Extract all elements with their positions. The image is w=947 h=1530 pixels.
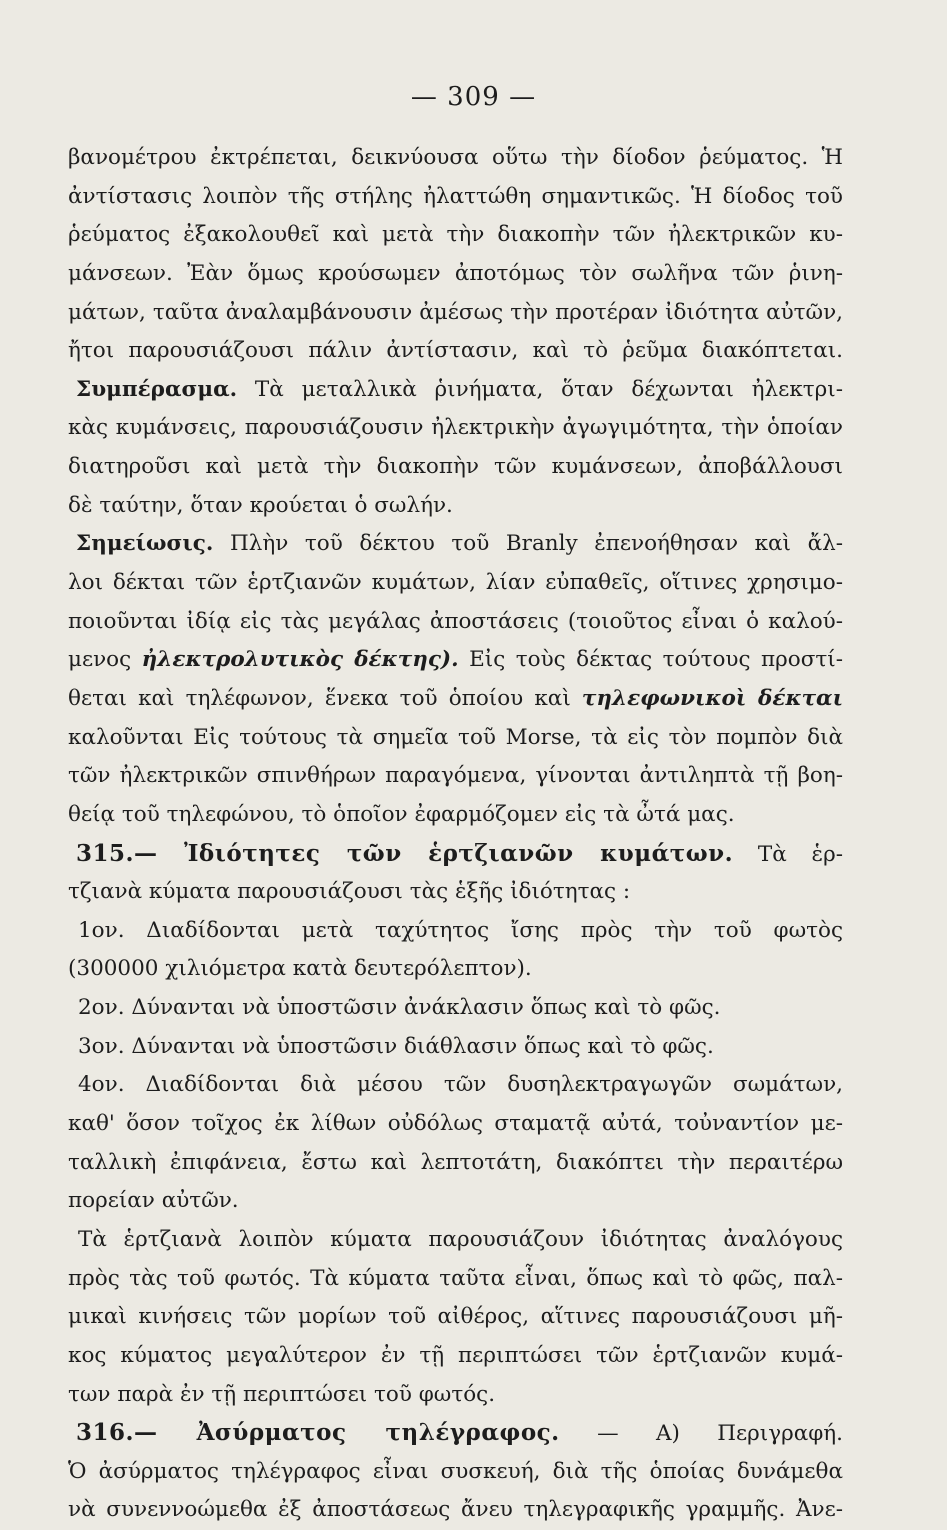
text-line (68, 371, 843, 410)
text-line (68, 680, 843, 719)
text-line (68, 294, 843, 333)
text-run: μικαὶ κινήσεις τῶν μορίων τοῦ αἰθέρος, αἵτινες παρουσιάζουσι μῆ- (68, 1304, 843, 1330)
text-run: Πλὴν τοῦ δέκτου τοῦ Branly ἐπενοήθησαν καὶ ἄλ- (213, 531, 843, 557)
text-line (68, 1376, 843, 1415)
text-run: των παρὰ ἐν τῇ περιπτώσει τοῦ φωτός. (68, 1381, 496, 1407)
text-line (68, 1414, 843, 1453)
text-line (68, 1491, 843, 1530)
text-run: 3ον. Δύνανται νὰ ὑποστῶσιν διάθλασιν ὅπως καὶ τὸ φῶς. (78, 1033, 714, 1059)
text-line (68, 1144, 843, 1183)
text-line (68, 332, 843, 371)
text-run: Τὰ μεταλλικὰ ῥινήματα, ὅταν δέχωνται ἠλεκτρι- (237, 376, 843, 402)
text-line (68, 487, 843, 526)
section-heading: 316.— Ἀσύρματος τηλέγραφος. (76, 1419, 560, 1447)
text-line (68, 1066, 843, 1105)
text-run: Τὰ ἑρτζιανὰ λοιπὸν κύματα παρουσιάζουν ἰδιότητας ἀναλόγους (78, 1226, 843, 1252)
paragraph-heading: Συμπέρασμα. (76, 376, 238, 402)
text-line (68, 216, 843, 255)
text-run: 4ον. Διαδίδονται διὰ μέσου τῶν δυσηλεκτραγωγῶν σωμάτων, (78, 1072, 843, 1098)
text-run: Τὰ ἑρ- (733, 841, 843, 867)
text-run: τζιανὰ κύματα παρουσιάζουσι τὰς ἑξῆς ἰδιότητας : (68, 879, 631, 905)
text-run: (300000 χιλιόμετρα κατὰ δευτερόλεπτον). (68, 956, 532, 982)
text-line (68, 1337, 843, 1376)
text-line (68, 912, 843, 951)
emphasis-text: ἠλεκτρολυτικὸς δέκτης). (141, 647, 459, 673)
section-heading: 315.— Ἰδιότητες τῶν ἑρτζιανῶν κυμάτων. (76, 839, 734, 867)
text-line (68, 409, 843, 448)
text-run: λοι δέκται τῶν ἑρτζιανῶν κυμάτων, λίαν εὐπαθεῖς, οἵτινες χρησιμο- (68, 570, 843, 596)
text-run: πορείαν αὐτῶν. (68, 1188, 239, 1214)
text-line (68, 719, 843, 758)
text-line (68, 525, 843, 564)
text-line (68, 1028, 843, 1067)
text-line (68, 757, 843, 796)
paragraph-heading: Σημείωσις. (76, 531, 214, 557)
text-run: θεται καὶ τηλέφωνον, ἕνεκα τοῦ ὁποίου καὶ (68, 685, 582, 711)
text-line (68, 1453, 843, 1492)
text-line (68, 1260, 843, 1299)
text-run: καλοῦνται Εἰς τούτους τὰ σημεῖα τοῦ Morse, τὰ εἰς τὸν πομπὸν διὰ (68, 724, 843, 750)
text-run: 1ον. Διαδίδονται μετὰ ταχύτητος ἴσης πρὸς τὴν τοῦ φωτὸς (78, 917, 843, 943)
text-line (68, 835, 843, 874)
text-run: δὲ ταύτην, ὅταν κρούεται ὁ σωλήν. (68, 492, 453, 518)
text-line (68, 1182, 843, 1221)
text-run: θείᾳ τοῦ τηλεφώνου, τὸ ὁποῖον ἐφαρμόζομεν εἰς τὰ ὦτά μας. (68, 801, 735, 827)
text-line (68, 564, 843, 603)
text-line (68, 1298, 843, 1337)
text-run: διατηροῦσι καὶ μετὰ τὴν διακοπὴν τῶν κυμάνσεων, ἀποβάλλουσι (68, 454, 843, 480)
text-line (68, 989, 843, 1028)
text-run: μάνσεων. Ἐὰν ὅμως κρούσωμεν ἀποτόμως τὸν σωλῆνα τῶν ῥινη- (68, 260, 843, 286)
text-run: καθ' ὅσον τοῖχος ἐκ λίθων οὐδόλως σταματᾷ αὐτά, τοὐναντίον με- (68, 1111, 843, 1137)
page-number: — 309 — (410, 82, 537, 112)
text-run: μενος (68, 647, 142, 673)
text-line (68, 1105, 843, 1144)
text-run: κος κύματος μεγαλύτερον ἐν τῇ περιπτώσει τῶν ἑρτζιανῶν κυμά- (68, 1342, 843, 1368)
emphasis-text: τηλεφωνικοὶ δέκται (581, 685, 843, 711)
text-line (68, 139, 843, 178)
text-run: 2ον. Δύνανται νὰ ὑποστῶσιν ἀνάκλασιν ὅπως καὶ τὸ φῶς. (78, 995, 721, 1021)
text-run: μάτων, ταῦτα ἀναλαμβάνουσιν ἀμέσως τὴν προτέραν ἰδιότητα αὐτῶν, (68, 299, 843, 325)
text-run: πρὸς τὰς τοῦ φωτός. Τὰ κύματα ταῦτα εἶναι, ὅπως καὶ τὸ φῶς, παλ- (68, 1265, 843, 1291)
text-run: ῥεύματος ἐξακολουθεῖ καὶ μετὰ τὴν διακοπὴν τῶν ἠλεκτρικῶν κυ- (68, 222, 843, 248)
text-line (68, 448, 843, 487)
text-run: — Α) Περιγραφή. (559, 1421, 843, 1447)
text-run: τῶν ἠλεκτρικῶν σπινθήρων παραγόμενα, γίνονται ἀντιληπτὰ τῇ βοη- (68, 763, 843, 789)
text-run: νὰ συνεννοώμεθα ἐξ ἀποστάσεως ἄνευ τηλεγραφικῆς γραμμῆς. Ἀνε- (68, 1497, 843, 1523)
text-run: ποιοῦνται ἰδίᾳ εἰς τὰς μεγάλας ἀποστάσεις (τοιοῦτος εἶναι ὁ καλού- (68, 608, 843, 634)
text-run: ἀντίστασις λοιπὸν τῆς στήλης ἠλαττώθη σημαντικῶς. Ἡ δίοδος τοῦ (68, 183, 843, 209)
text-line (68, 641, 843, 680)
text-run: Εἰς τοὺς δέκτας τούτους προστί- (458, 647, 843, 673)
text-line (68, 178, 843, 217)
text-run: κὰς κυμάνσεις, παρουσιάζουσιν ἠλεκτρικὴν ἀγωγιμότητα, τὴν ὁποίαν (68, 415, 843, 441)
text-line (68, 950, 843, 989)
text-run: ἤτοι παρουσιάζουσι πάλιν ἀντίστασιν, καὶ τὸ ῥεῦμα διακόπτεται. (68, 338, 843, 364)
text-line (68, 255, 843, 294)
page-body (68, 139, 843, 1530)
text-run: ταλλικὴ ἐπιφάνεια, ἔστω καὶ λεπτοτάτη, διακόπτει τὴν περαιτέρω (68, 1149, 843, 1175)
text-run: Ὁ ἀσύρματος τηλέγραφος εἶναι συσκευή, διὰ τῆς ὁποίας δυνάμεθα (68, 1458, 843, 1484)
text-line (68, 873, 843, 912)
text-line (68, 796, 843, 835)
text-line (68, 1221, 843, 1260)
text-run: βανομέτρου ἐκτρέπεται, δεικνύουσα οὕτω τὴν δίοδον ῥεύματος. Ἡ (68, 145, 843, 170)
text-line (68, 603, 843, 642)
